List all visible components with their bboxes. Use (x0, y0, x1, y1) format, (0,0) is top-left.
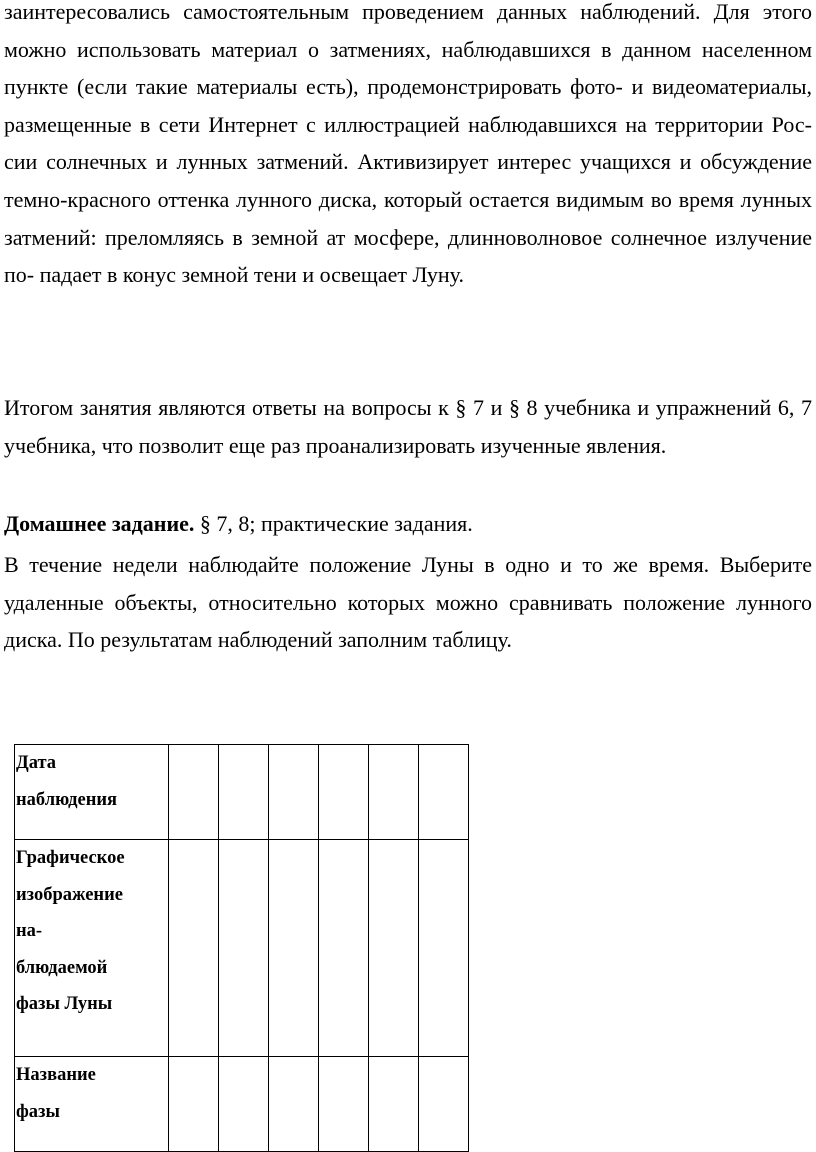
table-cell (169, 1057, 219, 1152)
table-row-phase-name (15, 1057, 469, 1152)
table-cell (419, 1057, 469, 1152)
table-cell (319, 840, 369, 1057)
table-cell (319, 1057, 369, 1152)
header-line: наблюдения (16, 789, 118, 810)
table-row-date (15, 745, 469, 840)
table-cell (219, 840, 269, 1057)
table-cell (219, 1057, 269, 1152)
table-cell (169, 840, 219, 1057)
table-cell (269, 840, 319, 1057)
row-header-date (15, 745, 169, 840)
header-line: фазы (16, 1101, 60, 1122)
table-cell (419, 840, 469, 1057)
table-cell (319, 745, 369, 840)
row-header-phase-name (15, 1057, 169, 1152)
table-cell (369, 745, 419, 840)
homework-paragraph (4, 505, 812, 543)
header-line: Название (16, 1065, 96, 1085)
table-cell (269, 1057, 319, 1152)
table-cell (219, 745, 269, 840)
table-row-phase-drawing (15, 840, 469, 1057)
header-line: Дата (16, 753, 57, 773)
header-line: блюдаемой (16, 957, 108, 978)
header-line: Графическое (16, 848, 125, 868)
table-cell (269, 745, 319, 840)
paragraph-eclipse-observations: заинтересовались самостоятельным проведением данных наблюдений. Для этого можно использовать материал о затмениях, наблюдавшихся в данном населенном пункте (если такие материалы есть), продемонстрировать фото- и видеоматериалы, размещенные в сети Интернет с иллюстрацией наблюдавшихся на территории Рос- сии солнечных и лунных затмений. Активизирует интерес учащихся и обсуждение темно-красного оттенка лунного диска, который остается видимым во время лунных затмений: преломляясь в земной ат мосфере, длинноволновое солнечное излучение по- падает в конус земной тени и освещает Луну. (4, 0, 812, 288)
table-cell (419, 745, 469, 840)
table-cell (369, 840, 419, 1057)
observation-table (14, 744, 469, 1152)
paragraph-lesson-summary: Итогом занятия являются ответы на вопросы к § 7 и § 8 учебника и упражнений 6, 7 учебника, что позволит еще раз проанализировать изученные явления. (4, 395, 812, 458)
table-cell (169, 745, 219, 840)
paragraph-moon-observation-task: В течение недели наблюдайте положение Луны в одно и то же время. Выберите удаленные объекты, относительно которых можно сравнивать положение лунного диска. По результатам наблюдений заполним таблицу. (4, 552, 812, 653)
header-line: фазы Луны (16, 994, 113, 1014)
homework-text: § 7, 8; практические задания. (194, 511, 473, 536)
homework-label: Домашнее задание. (4, 511, 195, 536)
row-header-phase-drawing (15, 840, 169, 1057)
header-line: изображение (16, 884, 123, 905)
header-line: на- (16, 921, 43, 941)
table-cell (369, 1057, 419, 1152)
